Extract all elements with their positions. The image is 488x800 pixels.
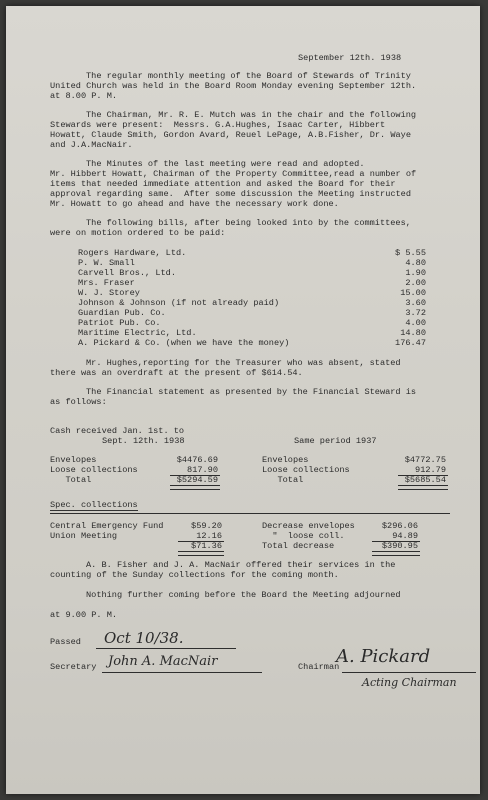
text-line: Stewards were present: Messrs. G.A.Hughes, Isaac Carter, Hibbert bbox=[50, 120, 386, 130]
spec-label: Total decrease bbox=[262, 541, 335, 551]
total-double-rule bbox=[372, 551, 420, 556]
chairman-signature: A. Pickard bbox=[336, 646, 431, 667]
financial-amount: 912.79 bbox=[415, 465, 446, 475]
secretary-rule bbox=[102, 672, 262, 673]
financial-label: Total bbox=[262, 475, 304, 485]
spec-label: Decrease envelopes bbox=[262, 521, 355, 531]
text-line: The following bills, after being looked into by the committees, bbox=[86, 218, 411, 228]
text-line: there was an overdraft at the present of $614.54. bbox=[50, 368, 303, 378]
bill-amount: 4.00 bbox=[405, 318, 426, 328]
bill-amount: 3.72 bbox=[405, 308, 426, 318]
bill-amount: 4.80 bbox=[405, 258, 426, 268]
text-line: at 8.00 P. M. bbox=[50, 91, 118, 101]
chairman-rule bbox=[342, 672, 476, 673]
text-line: as follows: bbox=[50, 397, 107, 407]
financial-heading-left-period: Sept. 12th. 1938 bbox=[102, 436, 185, 446]
text-line: approval regarding same. After some discussion the Meeting instructed bbox=[50, 189, 411, 199]
spec-amount: 12.16 bbox=[196, 531, 222, 541]
text-line: Nothing further coming before the Board the Meeting adjourned bbox=[86, 590, 401, 600]
financial-label: Loose collections bbox=[50, 465, 138, 475]
text-line: Mr. Hughes,reporting for the Treasurer who was absent, stated bbox=[86, 358, 401, 368]
bill-amount: $ 5.55 bbox=[395, 248, 426, 258]
text-line: The Chairman, Mr. R. E. Mutch was in the chair and the following bbox=[86, 110, 417, 120]
text-line: Howatt, Claude Smith, Gordon Avard, Reuel LePage, A.B.Fisher, Dr. Waye bbox=[50, 130, 411, 140]
financial-label: Envelopes bbox=[262, 455, 309, 465]
financial-heading-right: Same period 1937 bbox=[294, 436, 377, 446]
bill-name: Rogers Hardware, Ltd. bbox=[78, 248, 187, 258]
spec-amount: $390.95 bbox=[381, 541, 418, 551]
bill-name: Patriot Pub. Co. bbox=[78, 318, 161, 328]
bill-name: A. Pickard & Co. (when we have the money) bbox=[78, 338, 290, 348]
acting-chairman-signature: Acting Chairman bbox=[362, 676, 457, 689]
bill-amount: 1.90 bbox=[405, 268, 426, 278]
text-line: Mr. Hibbert Howatt, Chairman of the Property Committee,read a number of bbox=[50, 169, 417, 179]
financial-label: Envelopes bbox=[50, 455, 97, 465]
financial-amount: $5685.54 bbox=[404, 475, 446, 485]
spec-label: " loose coll. bbox=[262, 531, 345, 541]
document-page bbox=[6, 6, 480, 794]
section-rule bbox=[50, 513, 450, 514]
bill-name: W. J. Storey bbox=[78, 288, 140, 298]
bill-name: Mrs. Fraser bbox=[78, 278, 135, 288]
text-line: items that needed immediate attention and asked the Board for their bbox=[50, 179, 396, 189]
spec-amount: $59.20 bbox=[191, 521, 222, 531]
secretary-label: Secretary bbox=[50, 662, 97, 672]
passed-date-handwritten: Oct 10/38. bbox=[104, 629, 184, 647]
spec-amount: $296.06 bbox=[381, 521, 418, 531]
bill-name: P. W. Small bbox=[78, 258, 135, 268]
bill-amount: 15.00 bbox=[400, 288, 426, 298]
financial-amount: $5294.59 bbox=[176, 475, 218, 485]
text-line: Mr. Howatt to go ahead and have the necessary work done. bbox=[50, 199, 339, 209]
financial-amount: 817.90 bbox=[187, 465, 218, 475]
bill-amount: 14.80 bbox=[400, 328, 426, 338]
spec-label: Union Meeting bbox=[50, 531, 118, 541]
total-double-rule bbox=[170, 485, 220, 490]
financial-label: Loose collections bbox=[262, 465, 350, 475]
passed-label: Passed bbox=[50, 637, 81, 647]
bill-amount: 176.47 bbox=[395, 338, 426, 348]
text-line: United Church was held in the Board Room Monday evening September 12th. bbox=[50, 81, 417, 91]
text-line: The regular monthly meeting of the Board of Stewards of Trinity bbox=[86, 71, 411, 81]
financial-amount: $4772.75 bbox=[404, 455, 446, 465]
secretary-signature: John A. MacNair bbox=[108, 654, 218, 669]
text-line: were on motion ordered to be paid: bbox=[50, 228, 226, 238]
text-line: The Financial statement as presented by the Financial Steward is bbox=[86, 387, 417, 397]
bill-name: Johnson & Johnson (if not already paid) bbox=[78, 298, 280, 308]
text-line: A. B. Fisher and J. A. MacNair offered their services in the bbox=[86, 560, 396, 570]
financial-amount: $4476.69 bbox=[176, 455, 218, 465]
text-line: The Minutes of the last meeting were read and adopted. bbox=[86, 159, 365, 169]
financial-label: Total bbox=[50, 475, 92, 485]
bill-name: Guardian Pub. Co. bbox=[78, 308, 166, 318]
bill-name: Maritime Electric, Ltd. bbox=[78, 328, 197, 338]
passed-rule bbox=[96, 648, 236, 649]
total-double-rule bbox=[178, 551, 224, 556]
chairman-label: Chairman bbox=[298, 662, 340, 672]
spec-amount: 94.89 bbox=[392, 531, 418, 541]
text-line: and J.A.MacNair. bbox=[50, 140, 133, 150]
total-double-rule bbox=[398, 485, 448, 490]
bill-amount: 3.60 bbox=[405, 298, 426, 308]
spec-heading: Spec. collections bbox=[50, 500, 138, 510]
text-line: counting of the Sunday collections for the coming month. bbox=[50, 570, 339, 580]
bill-name: Carvell Bros., Ltd. bbox=[78, 268, 176, 278]
bill-amount: 2.00 bbox=[405, 278, 426, 288]
text-line: at 9.00 P. M. bbox=[50, 610, 118, 620]
financial-heading-left: Cash received Jan. 1st. to bbox=[50, 426, 185, 436]
meeting-date: September 12th. 1938 bbox=[298, 53, 402, 63]
spec-amount: $71.36 bbox=[191, 541, 222, 551]
spec-label: Central Emergency Fund bbox=[50, 521, 164, 531]
